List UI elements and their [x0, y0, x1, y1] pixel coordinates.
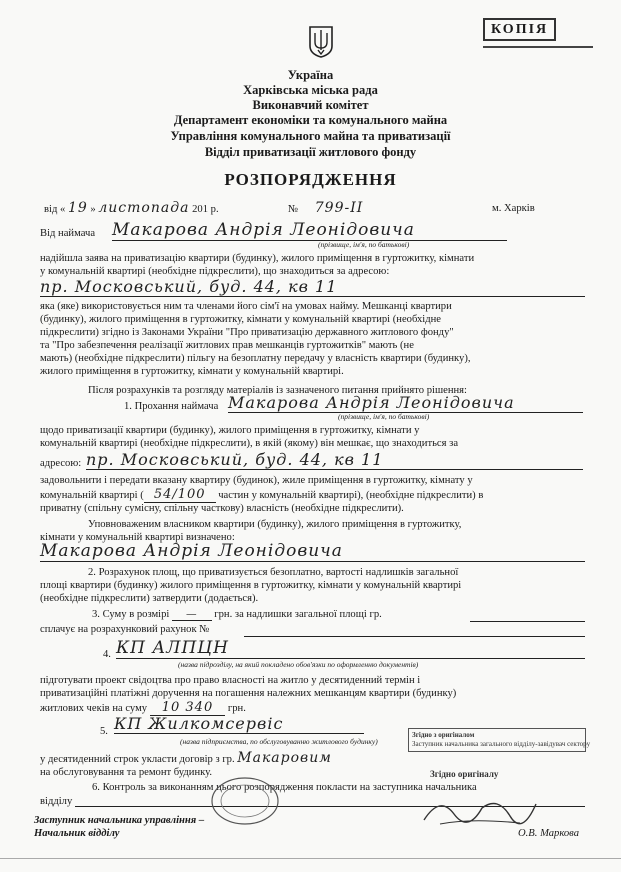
p6-line2: кімнати у комунальній квартирі визначено:	[40, 532, 235, 543]
p7-line1: підготувати проект свідоцтва про право власності на житло у десятиденний термін і	[40, 675, 421, 686]
date-month: листопада	[98, 200, 190, 216]
deputy-title: Заступник начальника управління –	[34, 815, 205, 826]
date-year: 201	[192, 204, 208, 215]
p8-line1: у десятиденний строк укласти договір з гр. Макаровим	[40, 750, 332, 766]
p1-line1: надійшла заява на приватизацію квартири (будинку), жилого приміщення в гуртожитку, кімнати	[40, 253, 475, 264]
country: Україна	[287, 68, 334, 82]
owner-name: Макарова Андрія Леонідовича	[40, 541, 585, 562]
decision-intro: Після розрахунків та розгляду матеріалів із зазначеного питання прийнято рішення:	[88, 385, 467, 396]
head-title: Начальник відділу	[34, 828, 120, 839]
p7-line2: приватизаційні платіжні доручення на погашення належних мешканцям квартири (будинку)	[40, 688, 457, 699]
p4-line1: щодо приватизації квартири (будинку), жилого приміщення в гуртожитку, кімнати у	[40, 425, 420, 436]
item5-label: 5.	[100, 726, 108, 737]
page-bottom-rule	[0, 858, 621, 859]
tenant-label: Від наймача	[40, 228, 96, 239]
tenant-name: Макарова Андрія Леонідовича	[112, 220, 507, 241]
address2-field: пр. Московський, буд. 44, кв 11	[86, 450, 583, 470]
division: Відділ приватизації житлового фонду	[204, 145, 417, 159]
item2-line3: (необхідне підкреслити) затвердити (додається).	[40, 593, 259, 604]
address2-label: адресою:	[40, 458, 82, 469]
copy-stamp-underline	[483, 46, 593, 54]
p2-line3: підкреслити) згідно із Законами України "Про приватизацію державного житлового фонду"	[40, 327, 454, 338]
address-field: пр. Московський, буд. 44, кв 11	[40, 277, 585, 297]
original-stamp-title: Згідно оригіналу	[430, 769, 499, 779]
share-field: 54/100	[144, 487, 216, 503]
item3-line1: 3. Суму в розмірі — грн. за надлишки загальної площі гр.	[92, 608, 382, 620]
p8-name: Макаровим	[237, 750, 332, 766]
item3-amount: —	[172, 608, 212, 621]
account-underline	[244, 636, 585, 637]
p1-line2: у комунальній квартирі (необхідне підкреслити), що знаходиться за адресою:	[40, 266, 390, 277]
p7-line3: житлових чеків на суму 10 340 грн.	[40, 700, 246, 715]
item2-line2: площі квартири (будинку) жилого приміщення в гуртожитку, кімнати у комунальній квартирі	[40, 580, 462, 591]
round-seal-icon	[210, 776, 280, 826]
item4-value: КП АЛПЦН	[116, 638, 585, 659]
item4-hint: (назва підрозділу, на який покладено обов'язки по оформленню документів)	[178, 660, 419, 669]
item3-line2: сплачує на розрахунковий рахунок №	[40, 624, 210, 635]
item5-hint: (назва підприємства, по обслуговуванню житлового будинку)	[180, 737, 378, 746]
p5-line3: приватну (спільну сумісну, спільну часткову) власність (необхідне підкреслити).	[40, 503, 404, 514]
p2-line4: та "Про забезпечення реалізації житлових прав мешканців гуртожитків" мають (не	[40, 340, 414, 351]
item5-value: КП Жилкомсервіс	[114, 714, 364, 734]
item1-label: 1. Прохання наймача	[124, 401, 219, 412]
item6-line2: відділу	[40, 796, 73, 807]
item1-name: Макарова Андрія Леонідовича	[228, 393, 583, 413]
p2-line2: (будинку), жилого приміщення в гуртожитку, кімнати у комунальній квартирі (необхідне	[40, 314, 441, 325]
item6-line1: 6. Контроль за виконанням цього розпорядження покласти на заступника начальника	[92, 782, 477, 793]
city: м. Харків	[492, 203, 535, 214]
cheque-sum: 10 340	[150, 700, 226, 716]
item1-hint: (прізвище, ім'я, по батькові)	[338, 412, 430, 421]
department: Департамент економіки та комунального майна	[173, 113, 448, 127]
copy-verification-stamp: Згідно з оригіналом Заступник начальника загального відділу-завідувач сектору	[408, 728, 586, 752]
p5-line1: задовольнити і передати вказану квартиру (будинок), жиле приміщення в гуртожитку, кімнату у	[40, 475, 473, 486]
item2-line1: 2. Розрахунок площ, що приватизується безоплатно, вартості надлишків загальної	[88, 567, 459, 578]
signer-name: О.В. Маркова	[518, 828, 580, 839]
tenant-hint: (прізвище, ім'я, по батькові)	[318, 240, 410, 249]
p2-line1: яка (яке) використовується ним та членами його сім'ї на умовах найму. Мешканці квартири	[40, 301, 452, 312]
p6-line1: Уповноваженим власником квартири (будинку), жилого приміщення в гуртожитку,	[88, 519, 462, 530]
committee: Виконавчий комітет	[252, 98, 369, 112]
item4-label: 4.	[103, 649, 111, 660]
p8-line2: на обслуговування та ремонт будинку.	[40, 767, 213, 778]
p2-line6: жилого приміщення в гуртожитку, кімнати у комунальній квартирі.	[40, 366, 344, 377]
council: Харківська міська рада	[243, 83, 378, 97]
item3-underline	[470, 621, 585, 622]
p2-line5: мають) (необхідне підкреслити) пільгу на безоплатну передачу у власність квартири (будинку),	[40, 353, 471, 364]
date-line: від « 19 » листопада 201 р.	[44, 200, 219, 216]
p4-line2: комунальній квартирі (необхідне підкреслити), в якій (якому) він мешкає, що знаходиться за	[40, 438, 459, 449]
signature-scribble	[420, 790, 540, 830]
copy-stamp: КОПІЯ	[483, 20, 556, 38]
number-line: № 799-ІІ	[288, 200, 364, 216]
document-number: 799-ІІ	[314, 200, 364, 216]
date-day: 19	[67, 200, 88, 216]
document-title: РОЗПОРЯДЖЕННЯ	[224, 170, 397, 189]
p5-line2: комунальній квартирі ( 54/100 частин у комунальній квартирі), (необхідне підкреслити) в	[40, 487, 484, 502]
management: Управління комунального майна та приватизації	[170, 129, 451, 143]
trident-emblem-icon	[307, 24, 335, 58]
